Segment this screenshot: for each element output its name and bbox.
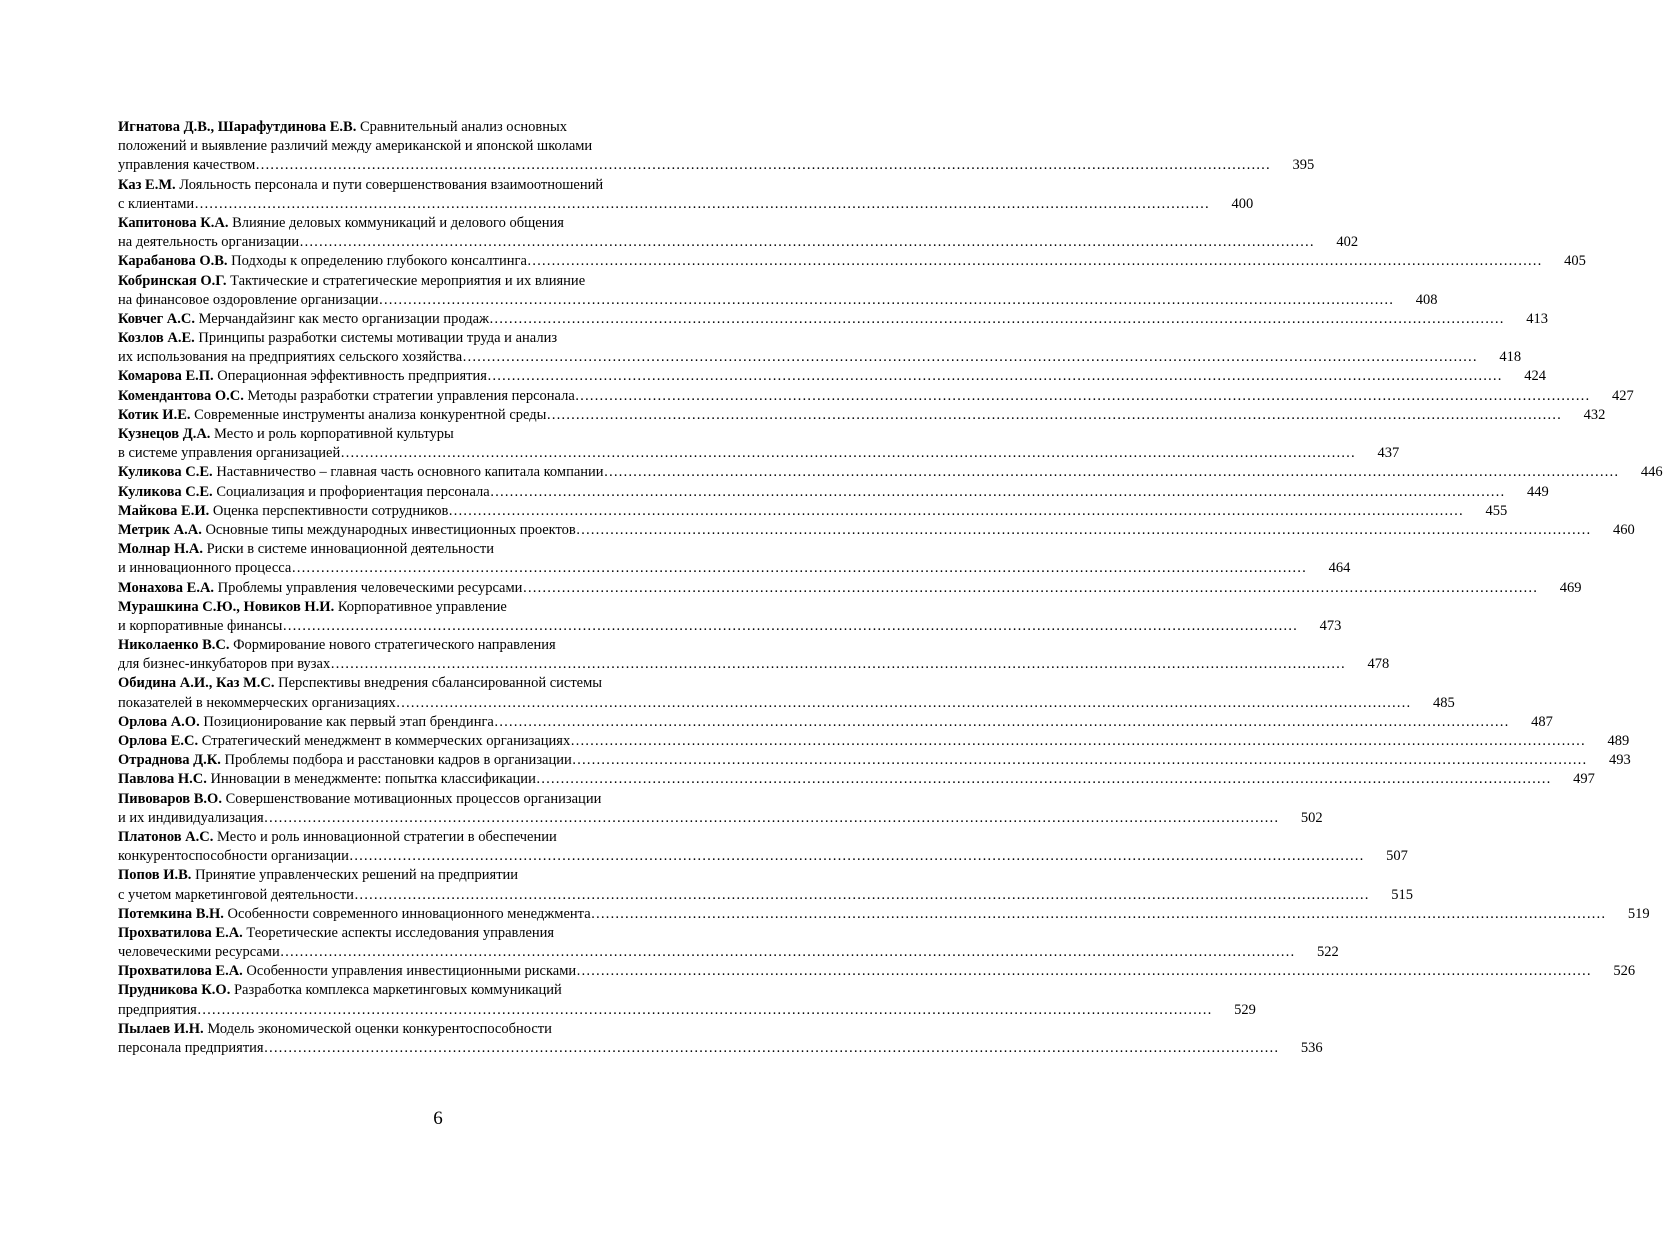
toc-entry-title: Совершенствование мотивационных процессов организации — [221, 790, 602, 807]
toc-entry — [118, 905, 1650, 924]
toc-entry-title: для бизнес-инкубаторов при вузах — [118, 656, 331, 673]
toc-entry-text — [118, 214, 564, 233]
toc-entry-title: на деятельность организации — [118, 234, 300, 251]
toc-entry-author: Павлова Н.С. — [118, 771, 207, 788]
toc-entry-title: Принципы разработки системы мотивации труда и анализ — [194, 330, 558, 347]
toc-entry-line — [118, 463, 1663, 482]
toc-entry-line — [118, 156, 1315, 175]
toc-entry-text — [118, 502, 448, 521]
toc-entry-page: 449 — [1526, 483, 1549, 500]
toc-entry-line — [118, 732, 1630, 751]
toc-entry-line — [118, 751, 1631, 770]
toc-entry-text — [118, 751, 572, 770]
toc-entry-page: 413 — [1526, 310, 1549, 327]
toc-entry-page: 400 — [1231, 195, 1254, 212]
toc-entry — [118, 790, 1323, 828]
toc-leader-dots — [340, 444, 1355, 463]
toc-entry-line — [118, 387, 1634, 406]
toc-entry-text — [118, 962, 576, 981]
toc-entry-text — [118, 847, 349, 866]
toc-entry-title: и корпоративные финансы — [118, 617, 283, 634]
toc-entry-page: 502 — [1300, 809, 1323, 826]
toc-leader-dots — [489, 310, 1504, 329]
toc-entry-line — [118, 444, 1400, 463]
toc-entry-text — [118, 156, 255, 175]
toc-leader-dots — [354, 886, 1369, 905]
toc-entry-author: Игнатова Д.В., Шарафутдинова Е.В. — [118, 119, 357, 135]
toc-entry-author: Пылаев И.Н. — [118, 1020, 204, 1037]
toc-entry-line — [118, 272, 758, 291]
toc-entry-author: Пивоваров В.О. — [118, 790, 222, 807]
toc-entry — [118, 713, 1553, 732]
toc-entry-title: и их индивидуализация — [118, 809, 264, 826]
toc-entry-line — [118, 617, 1342, 636]
toc-entry — [118, 387, 1634, 406]
toc-entry-title: Перспективы внедрения сбалансированной системы — [274, 675, 603, 692]
toc-entry-author: Капитонова К.А. — [118, 214, 229, 231]
toc-entry-page: 473 — [1319, 617, 1342, 634]
toc-entry-text — [118, 406, 546, 425]
toc-entry-author: Майкова Е.И. — [118, 502, 210, 519]
toc-entry — [118, 483, 1549, 502]
toc-entry-line — [118, 118, 758, 137]
toc-entry-title: их использования на предприятиях сельского хозяйства — [118, 349, 463, 366]
toc-entry-title: Проблемы управления человеческими ресурсами — [214, 579, 523, 596]
toc-leader-dots — [494, 713, 1509, 732]
toc-entry — [118, 463, 1663, 482]
toc-entry-text — [118, 1039, 264, 1058]
toc-leader-dots — [591, 905, 1606, 924]
toc-entry-title: Тактические и стратегические мероприятия и их влияние — [226, 272, 586, 289]
toc-entry-line — [118, 809, 1323, 828]
toc-entry-author: Отраднова Д.К. — [118, 752, 221, 769]
toc-entry-text — [118, 579, 522, 598]
toc-entry-page: 519 — [1627, 905, 1650, 922]
toc-entry-author: Метрик А.А. — [118, 521, 202, 538]
toc-entry — [118, 981, 1256, 1019]
toc-entry — [118, 1020, 1323, 1058]
toc-entry-title: управления качеством — [118, 157, 256, 174]
toc-entry — [118, 272, 1438, 310]
toc-entry-line — [118, 924, 758, 943]
toc-entry-page: 487 — [1531, 713, 1553, 730]
toc-entry-title: Корпоративное управление — [334, 598, 507, 615]
toc-entry-author: Прохватилова Е.А. — [118, 963, 243, 980]
toc-entry-line — [118, 521, 1635, 540]
toc-entry-page: 485 — [1432, 694, 1455, 711]
toc-entry-title: Оценка перспективности сотрудников — [209, 502, 449, 519]
toc-entry-author: Прохватилова Е.А. — [118, 924, 243, 941]
toc-entry-text — [118, 463, 604, 482]
toc-entry-line — [118, 540, 758, 559]
toc-entry-title: положений и выявление различий между американской и японской школами — [118, 138, 593, 155]
toc-entry-text — [118, 981, 562, 1000]
page-number: 6 — [433, 1108, 443, 1129]
toc-entry-author: Платонов А.С. — [118, 828, 214, 845]
toc-entry-text — [118, 521, 576, 540]
toc-entry-line — [118, 329, 758, 348]
toc-leader-dots — [576, 962, 1591, 981]
toc-entry-title: Принятие управленческих решений на предприятии — [191, 867, 519, 884]
toc-entry-line — [118, 770, 1595, 789]
toc-entry-text — [118, 636, 556, 655]
toc-entry — [118, 674, 1455, 712]
toc-entry-page: 526 — [1613, 963, 1636, 980]
toc-entry-line — [118, 962, 1636, 981]
toc-leader-dots — [570, 732, 1585, 751]
toc-entry-page: 497 — [1573, 771, 1595, 788]
toc-leader-dots — [255, 156, 1270, 175]
toc-entry-title: с учетом маркетинговой деятельности — [118, 886, 354, 903]
toc-entry-author: Комарова Е.П. — [118, 368, 214, 385]
toc-entry-title: на финансовое оздоровление организации — [118, 291, 379, 308]
toc-entry-text — [118, 348, 462, 367]
toc-entry-text — [118, 367, 487, 386]
toc-leader-dots — [280, 943, 1295, 962]
toc-entry-line — [118, 252, 1586, 271]
toc-entry — [118, 118, 1315, 176]
toc-entry-line — [118, 828, 758, 847]
toc-leader-dots — [576, 521, 1591, 540]
toc-entry-author: Молнар Н.А. — [118, 541, 203, 558]
toc-entry-line — [118, 905, 1650, 924]
toc-entry-text — [118, 770, 536, 789]
toc-entry — [118, 406, 1606, 425]
toc-entry-text — [118, 809, 264, 828]
toc-entry-author: Каз Е.М. — [118, 176, 176, 193]
toc-leader-dots — [575, 387, 1590, 406]
toc-entry-line — [118, 406, 1606, 425]
toc-entry-author: Кобринская О.Г. — [118, 272, 227, 289]
toc-leader-dots — [604, 463, 1619, 482]
toc-entry — [118, 252, 1586, 271]
toc-leader-dots — [490, 483, 1505, 502]
toc-entry-author: Комендантова О.С. — [118, 387, 244, 404]
toc-entry-text — [118, 694, 396, 713]
toc-entry-text — [118, 1001, 197, 1020]
toc-entry-text — [118, 387, 575, 406]
toc-entry-title: и инновационного процесса — [118, 560, 292, 577]
toc-entry-line — [118, 214, 758, 233]
toc-entry-title: Особенности современного инновационного менеджмента — [223, 905, 591, 922]
toc-entry-page: 418 — [1499, 349, 1522, 366]
toc-entry-text — [118, 195, 194, 214]
toc-entry-line — [118, 886, 1413, 905]
toc-leader-dots — [291, 559, 1306, 578]
toc-entry-author: Потемкина В.Н. — [118, 905, 224, 922]
toc-entry-page: 460 — [1613, 521, 1635, 538]
toc-entry-page: 529 — [1234, 1001, 1256, 1018]
toc-entry-text — [118, 866, 518, 885]
toc-entry — [118, 310, 1549, 329]
toc-entry-title: Место и роль инновационной стратегии в обеспечении — [213, 828, 557, 845]
toc-entry-text — [118, 924, 554, 943]
toc-entry-text — [118, 540, 494, 559]
toc-entry-line — [118, 1001, 1256, 1020]
toc-entry-title: Наставничество – главная часть основного капитала компании — [212, 464, 604, 481]
toc-entry-line — [118, 367, 1546, 386]
toc-leader-dots — [487, 367, 1502, 386]
toc-entry-line — [118, 291, 1438, 310]
toc-entry-text — [118, 905, 591, 924]
toc-entry-line — [118, 233, 1359, 252]
toc-entry-line — [118, 559, 1351, 578]
toc-entry-title: Позиционирование как первый этап брендинга — [199, 713, 494, 730]
toc-entry — [118, 329, 1522, 367]
toc-entry-text — [118, 732, 570, 751]
toc-entry-text — [118, 118, 567, 137]
toc-entry-page: 402 — [1336, 234, 1359, 251]
toc-entry-line — [118, 694, 1455, 713]
toc-leader-dots — [546, 406, 1561, 425]
toc-entry — [118, 924, 1339, 962]
toc-leader-dots — [396, 694, 1411, 713]
toc-entry-author: Монахова Е.А. — [118, 579, 215, 596]
toc-entry-title: Мерчандайзинг как место организации продаж — [194, 310, 490, 327]
toc-entry — [118, 866, 1413, 904]
toc-entry-title: Лояльность персонала и пути совершенствования взаимоотношений — [175, 176, 604, 193]
toc-leader-dots — [282, 617, 1297, 636]
toc-leader-dots — [194, 195, 1209, 214]
toc-entry-title: Стратегический менеджмент в коммерческих организациях — [198, 733, 571, 749]
toc-entry-line — [118, 674, 758, 693]
toc-entry — [118, 732, 1630, 751]
toc-entry-title: Методы разработки стратегии управления персонала — [243, 387, 575, 404]
toc-entry-text — [118, 444, 340, 463]
toc-entry-author: Куликова С.Е. — [118, 464, 213, 481]
toc-entry-title: Основные типы международных инвестиционных проектов — [201, 521, 576, 538]
toc-entry-line — [118, 1020, 758, 1039]
toc-entry-text — [118, 233, 299, 252]
toc-entry — [118, 579, 1582, 598]
toc-entry-title: Инновации в менеджменте: попытка классификации — [206, 771, 536, 788]
toc-entry-page: 522 — [1316, 944, 1339, 961]
toc-entry-text — [118, 252, 527, 271]
toc-entry-title: Теоретические аспекты исследования управления — [242, 924, 555, 941]
toc-entry-title: персонала предприятия — [118, 1040, 264, 1056]
toc-entry-text — [118, 329, 557, 348]
toc-entry — [118, 214, 1359, 252]
toc-entry-text — [118, 886, 354, 905]
toc-entry-page: 493 — [1609, 752, 1631, 769]
toc-leader-dots — [330, 655, 1345, 674]
toc-entry-title: Формирование нового стратегического направления — [229, 637, 556, 654]
toc-entry-author: Попов И.В. — [118, 867, 192, 884]
toc-leader-dots — [197, 1001, 1212, 1020]
toc-entry — [118, 770, 1595, 789]
table-of-contents — [118, 118, 1663, 1058]
toc-entry-text — [118, 617, 282, 636]
toc-entry-page: 489 — [1607, 733, 1630, 749]
toc-entry-line — [118, 598, 758, 617]
toc-entry-title: Подходы к определению глубокого консалтинга — [227, 253, 527, 270]
toc-entry — [118, 598, 1342, 636]
toc-entry-line — [118, 981, 758, 1000]
toc-leader-dots — [448, 502, 1463, 521]
toc-entry-page: 395 — [1292, 157, 1315, 174]
toc-entry-page: 464 — [1328, 560, 1351, 577]
toc-entry-author: Козлов А.Е. — [118, 330, 195, 347]
toc-entry-page: 478 — [1367, 656, 1390, 673]
toc-entry-title: Место и роль корпоративной культуры — [210, 426, 454, 442]
toc-entry-line — [118, 655, 1390, 674]
toc-entry-title: Проблемы подбора и расстановки кадров в организации — [220, 752, 572, 769]
toc-entry-title: с клиентами — [118, 195, 195, 212]
toc-leader-dots — [349, 847, 1364, 866]
toc-entry — [118, 540, 1351, 578]
toc-entry-line — [118, 483, 1549, 502]
toc-entry — [118, 425, 1400, 463]
toc-entry-text — [118, 598, 507, 617]
toc-entry-page: 408 — [1415, 291, 1438, 308]
toc-entry-text — [118, 291, 378, 310]
toc-entry-author: Куликова С.Е. — [118, 483, 213, 500]
toc-entry-text — [118, 483, 490, 502]
toc-entry-text — [118, 137, 592, 156]
toc-entry-line — [118, 790, 758, 809]
toc-entry — [118, 636, 1390, 674]
toc-entry-author: Ковчег А.С. — [118, 310, 195, 327]
toc-entry — [118, 521, 1635, 540]
toc-entry-title: человеческими ресурсами — [118, 944, 280, 961]
toc-entry-line — [118, 866, 758, 885]
toc-entry-text — [118, 559, 291, 578]
toc-entry-text — [118, 674, 602, 693]
toc-entry-line — [118, 348, 1522, 367]
toc-entry-text — [118, 828, 557, 847]
toc-entry-author: Мурашкина С.Ю., Новиков Н.И. — [118, 598, 335, 615]
toc-entry-page: 469 — [1559, 579, 1582, 596]
toc-entry-title: Сравнительный анализ основных — [356, 119, 567, 135]
toc-entry-page: 455 — [1485, 502, 1508, 519]
toc-entry-page: 507 — [1386, 848, 1408, 865]
toc-entry-text — [118, 310, 489, 329]
toc-entry-line — [118, 713, 1553, 732]
toc-entry-line — [118, 310, 1549, 329]
toc-leader-dots — [572, 751, 1587, 770]
toc-entry-page: 432 — [1583, 406, 1606, 423]
toc-entry-text — [118, 790, 601, 809]
toc-entry-title: в системе управления организацией — [118, 445, 341, 462]
toc-leader-dots — [536, 770, 1551, 789]
toc-entry — [118, 751, 1631, 770]
toc-entry-page: 424 — [1524, 368, 1546, 385]
toc-entry-page: 515 — [1391, 886, 1413, 903]
toc-entry-text — [118, 425, 454, 444]
toc-entry-author: Орлова Е.С. — [118, 733, 199, 749]
toc-entry-text — [118, 272, 585, 291]
toc-entry-title: Разработка комплекса маркетинговых коммуникаций — [230, 982, 562, 999]
toc-entry-author: Николаенко В.С. — [118, 637, 230, 654]
toc-entry-title: Социализация и профориентация персонала — [212, 483, 490, 500]
toc-entry — [118, 176, 1254, 214]
toc-entry-line — [118, 425, 758, 444]
toc-entry-line — [118, 502, 1508, 521]
toc-entry-author: Прудникова К.О. — [118, 982, 231, 999]
toc-leader-dots — [264, 809, 1279, 828]
toc-entry — [118, 367, 1546, 386]
toc-entry-line — [118, 195, 1254, 214]
toc-entry-page: 405 — [1564, 253, 1586, 270]
toc-entry-title: показателей в некоммерческих организациях — [118, 694, 396, 711]
toc-entry-line — [118, 137, 758, 156]
toc-entry-title: конкурентоспособности организации — [118, 848, 349, 865]
toc-entry-title: Особенности управления инвестиционными рисками — [242, 963, 577, 980]
toc-entry-title: Модель экономической оценки конкурентоспособности — [203, 1020, 552, 1037]
toc-entry-title: Операционная эффективность предприятия — [213, 368, 487, 385]
toc-leader-dots — [264, 1039, 1279, 1058]
toc-entry-page: 437 — [1377, 445, 1400, 462]
toc-entry-author: Обидина А.И., Каз М.С. — [118, 675, 275, 692]
toc-entry-line — [118, 579, 1582, 598]
toc-leader-dots — [299, 233, 1314, 252]
toc-leader-dots — [378, 291, 1393, 310]
toc-entry-line — [118, 943, 1339, 962]
toc-entry-title: Современные инструменты анализа конкурентной среды — [190, 406, 547, 423]
toc-entry-line — [118, 847, 1408, 866]
toc-entry-text — [118, 1020, 552, 1039]
toc-leader-dots — [522, 579, 1537, 598]
toc-entry-author: Карабанова О.В. — [118, 253, 228, 270]
toc-entry-page: 427 — [1612, 387, 1634, 404]
toc-entry-title: Влияние деловых коммуникаций и делового общения — [228, 214, 564, 231]
toc-entry-author: Орлова А.О. — [118, 713, 200, 730]
toc-entry-author: Кузнецов Д.А. — [118, 426, 211, 442]
toc-entry-page: 536 — [1300, 1040, 1323, 1056]
toc-entry-text — [118, 176, 603, 195]
toc-entry-page: 446 — [1640, 464, 1663, 481]
toc-leader-dots — [527, 252, 1542, 271]
toc-entry — [118, 828, 1408, 866]
toc-entry-line — [118, 636, 758, 655]
toc-entry-title: предприятия — [118, 1001, 197, 1018]
toc-entry-text — [118, 943, 280, 962]
toc-entry-line — [118, 176, 758, 195]
toc-entry-line — [118, 1039, 1323, 1058]
toc-entry-text — [118, 655, 330, 674]
toc-entry-title: Риски в системе инновационной деятельности — [202, 541, 494, 558]
toc-entry — [118, 962, 1636, 981]
toc-entry — [118, 502, 1508, 521]
toc-leader-dots — [462, 348, 1477, 367]
toc-entry-author: Котик И.Е. — [118, 406, 191, 423]
toc-entry-text — [118, 713, 494, 732]
